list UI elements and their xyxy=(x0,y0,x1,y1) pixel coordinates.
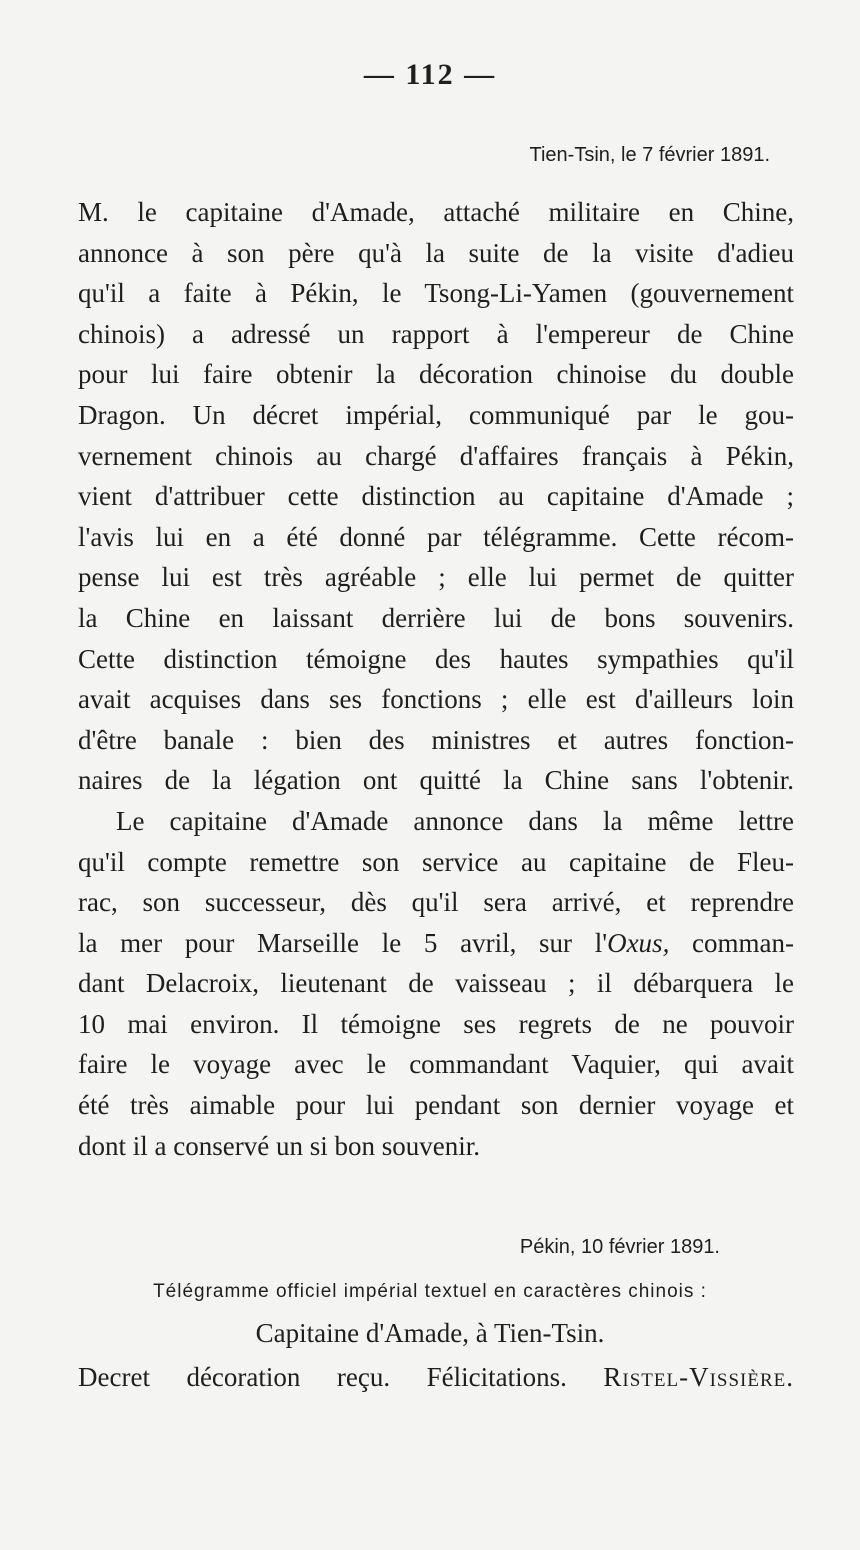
text-line: l'avis lui en a été donné par télégramme. Cette récom- xyxy=(78,521,794,552)
text-line: dant Delacroix, lieutenant de vaisseau ; il débarquera le xyxy=(78,968,794,999)
text-line: rac, son successeur, dès qu'il sera arrivé, et reprendre xyxy=(78,887,794,918)
telegram-intro: Télégramme officiel impérial textuel en caractères chinois : xyxy=(153,1281,707,1302)
text-segment: comman- xyxy=(669,927,794,958)
telegram-address: Capitaine d'Amade, à Tien-Tsin. xyxy=(255,1318,605,1348)
text-line: dont il a conservé un si bon souvenir. xyxy=(78,1130,480,1161)
text-line: pense lui est très agréable ; elle lui permet de quitter xyxy=(78,562,794,593)
text-line: qu'il a faite à Pékin, le Tsong-Li-Yamen (gouvernement xyxy=(78,278,794,309)
dateline-pekin: Pékin, 10 février 1891. xyxy=(519,1236,720,1258)
text-line: 10 mai environ. Il témoigne ses regrets de ne pouvoir xyxy=(78,1008,794,1039)
text-line: M. le capitaine d'Amade, attaché militaire en Chine, xyxy=(78,197,794,227)
text-line: Dragon. Un décret impérial, communiqué par le gou- xyxy=(78,399,794,430)
text-line: chinois) a adressé un rapport à l'empereur de Chine xyxy=(78,318,794,349)
text-line: faire le voyage avec le commandant Vaquier, qui avait xyxy=(78,1049,794,1080)
telegram-body xyxy=(78,1362,794,1393)
text-line: Cette distinction témoigne des hautes sympathies qu'il xyxy=(78,643,794,674)
text-line: avait acquises dans ses fonctions ; elle est d'ailleurs loin xyxy=(78,684,794,715)
text-segment: la mer pour Marseille le 5 avril, sur l' xyxy=(78,927,608,958)
ship-name: Oxus, xyxy=(607,927,670,958)
text-line-ship xyxy=(78,923,794,964)
text-line: pour lui faire obtenir la décoration chinoise du double xyxy=(78,359,794,390)
text-line: annonce à son père qu'à la suite de la visite d'adieu xyxy=(78,237,794,268)
text-line: d'être banale : bien des ministres et autres fonction- xyxy=(78,724,794,755)
text-line: été très aimable pour lui pendant son dernier voyage et xyxy=(78,1090,794,1121)
main-paragraph xyxy=(78,192,794,1166)
text-line: vient d'attribuer cette distinction au capitaine d'Amade ; xyxy=(78,481,794,512)
text-line: Le capitaine d'Amade annonce dans la même lettre xyxy=(116,805,794,836)
text-line: la Chine en laissant derrière lui de bons souvenirs. xyxy=(78,602,794,633)
telegram-text: Decret décoration reçu. Félicitations. xyxy=(78,1362,567,1392)
text-line: qu'il compte remettre son service au capitaine de Fleu- xyxy=(78,846,794,877)
dateline-tien-tsin: Tien-Tsin, le 7 février 1891. xyxy=(529,144,770,166)
text-line: naires de la légation ont quitté la Chine sans l'obtenir. xyxy=(78,765,794,796)
text-line: vernement chinois au chargé d'affaires français à Pékin, xyxy=(78,440,794,471)
page-number: — 112 — xyxy=(363,58,497,91)
signature: Ristel-Vissière. xyxy=(603,1362,794,1392)
